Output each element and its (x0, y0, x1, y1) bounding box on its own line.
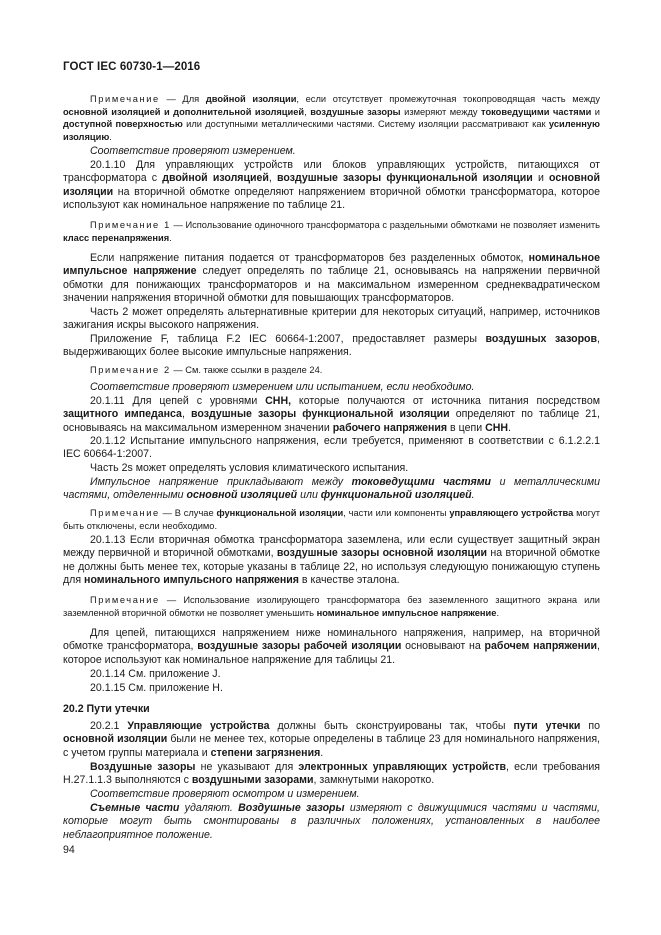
impulse-voltage-applied: Импульсное напряжение прикладывают между токоведущими частями и металлическими частями, отделенными основной изоляцией или функциональной изоляцией. (63, 476, 600, 502)
note-isolating-transformer: Примечание — Использование изолирующего трансформатора без заземленного защитного экрана или заземленной вторичной обмотки не позволяет уменьшить номинальное импульсное напряжение. (63, 595, 600, 618)
standard-header: ГОСТ IEC 60730-1—2016 (63, 61, 201, 73)
detachable-parts-paragraph: Съемные части удаляют. Воздушные зазоры измеряют с движущимися частями и частями, которые могут быть смонтированы в различных положениях, установленных в наиболее неблагоприятное положение. (63, 802, 600, 841)
supply-transformer-paragraph: Если напряжение питания подается от трансформаторов без разделенных обмоток, номинальное импульсное напряжение следует определять по таблице 21, основываясь на напряжении первичной обмотки для понижающих трансформаторов и на максимальном измеренном среднеквадратическом значении напряжения вторичной обмотки для повышающих трансформаторов. (63, 252, 600, 305)
clause-20-1-11: 20.1.11 Для цепей с уровнями СНН, которые получаются от источника питания посредством защитного импеданса, воздушные зазоры функциональной изоляции определяют по таблице 21, основываясь на максимальном измеренном значении рабочего напряжения в цепи СНН. (63, 395, 601, 434)
compliance-measure-test: Соответствие проверяют измерением или испытанием, если необходимо. (90, 381, 475, 393)
section-title-creepage: 20.2 Пути утечки (63, 703, 150, 715)
clause-20-1-13: 20.1.13 Если вторичная обмотка трансформатора заземлена, или если существует защитный экран между первичной и вторичной обмотками, воздушные зазоры основной изоляции на вторичной обмотке не должны быть менее тех, которые указаны в таблице 22, но используя следующую понижающую ступень для номинального импульсного напряжения в качестве эталона. (63, 534, 600, 587)
clearances-not-specified-paragraph: Воздушные зазоры не указывают для электронных управляющих устройств, если требования H.27.1.1.3 выполняются с воздушными зазорами, замкнутыми накоротко. (63, 761, 600, 787)
note-double-insulation: Примечание — Для двойной изоляции, если отсутствует промежуточная токопроводящая часть между основной изоляцией и дополнительной изоляцией, воздушные зазоры измеряют между токоведущими частями и доступной поверхностью или доступными металлическими частями. Систему изоляции рассматривают как усиленную изоляцию. (63, 94, 600, 142)
part2-criteria-paragraph: Часть 2 может определять альтернативные критерии для некоторых ситуаций, например, источников зажигания искры высокого напряжения. (63, 306, 600, 332)
note-2-references: Примечание 2 — См. также ссылки в разделе 24. (90, 365, 323, 375)
clause-20-1-10: 20.1.10 Для управляющих устройств или блоков управляющих устройств, питающихся от трансформатора с двойной изоляцией, воздушные зазоры функциональной изоляции и основной изоляции на вторичной обмотке определяют напряжением вторичной обмотки трансформатора, которое используют как номинальное напряжение по таблице 21. (63, 159, 601, 212)
note-1-transformer: Примечание 1 — Использование одиночного трансформатора с раздельными обмотками не позволяет изменить класс перенапряжения. (63, 220, 601, 243)
page-number: 94 (63, 844, 75, 856)
annex-f-paragraph: Приложение F, таблица F.2 IEC 60664-1:2007, предоставляет размеры воздушных зазоров, выдерживающих более высокие импульсные напряжения. (63, 333, 600, 359)
compliance-inspection: Соответствие проверяют осмотром и измерением. (90, 788, 360, 800)
clause-20-2-1: 20.2.1 Управляющие устройства должны быть сконструированы так, чтобы пути утечки по основной изоляции были не менее тех, которые определены в таблице 23 для номинального напряжения, с учетом группы материала и степени загрязнения. (63, 720, 600, 759)
note-functional-insulation: Примечание — В случае функциональной изоляции, части или компоненты управляющего устройства могут быть отключены, если необходимо. (63, 508, 600, 531)
compliance-measure: Соответствие проверяют измерением. (90, 145, 296, 157)
clause-20-1-12: 20.1.12 Испытание импульсного напряжения, если требуется, применяют в соответствии с 6.1.2.2.1 IEC 60664-1:2007. (63, 435, 600, 461)
clause-20-1-14: 20.1.14 См. приложение J. (90, 668, 221, 680)
clause-20-1-15: 20.1.15 См. приложение H. (90, 682, 223, 694)
part2s-climatic-paragraph: Часть 2s может определять условия климатического испытания. (90, 462, 409, 474)
lower-voltage-circuits-paragraph: Для цепей, питающихся напряжением ниже номинального напряжения, например, на вторичной обмотке трансформатора, воздушные зазоры рабочей изоляции основывают на рабочем напряжении, которое используют как номинальное напряжение для таблицы 21. (63, 627, 600, 666)
